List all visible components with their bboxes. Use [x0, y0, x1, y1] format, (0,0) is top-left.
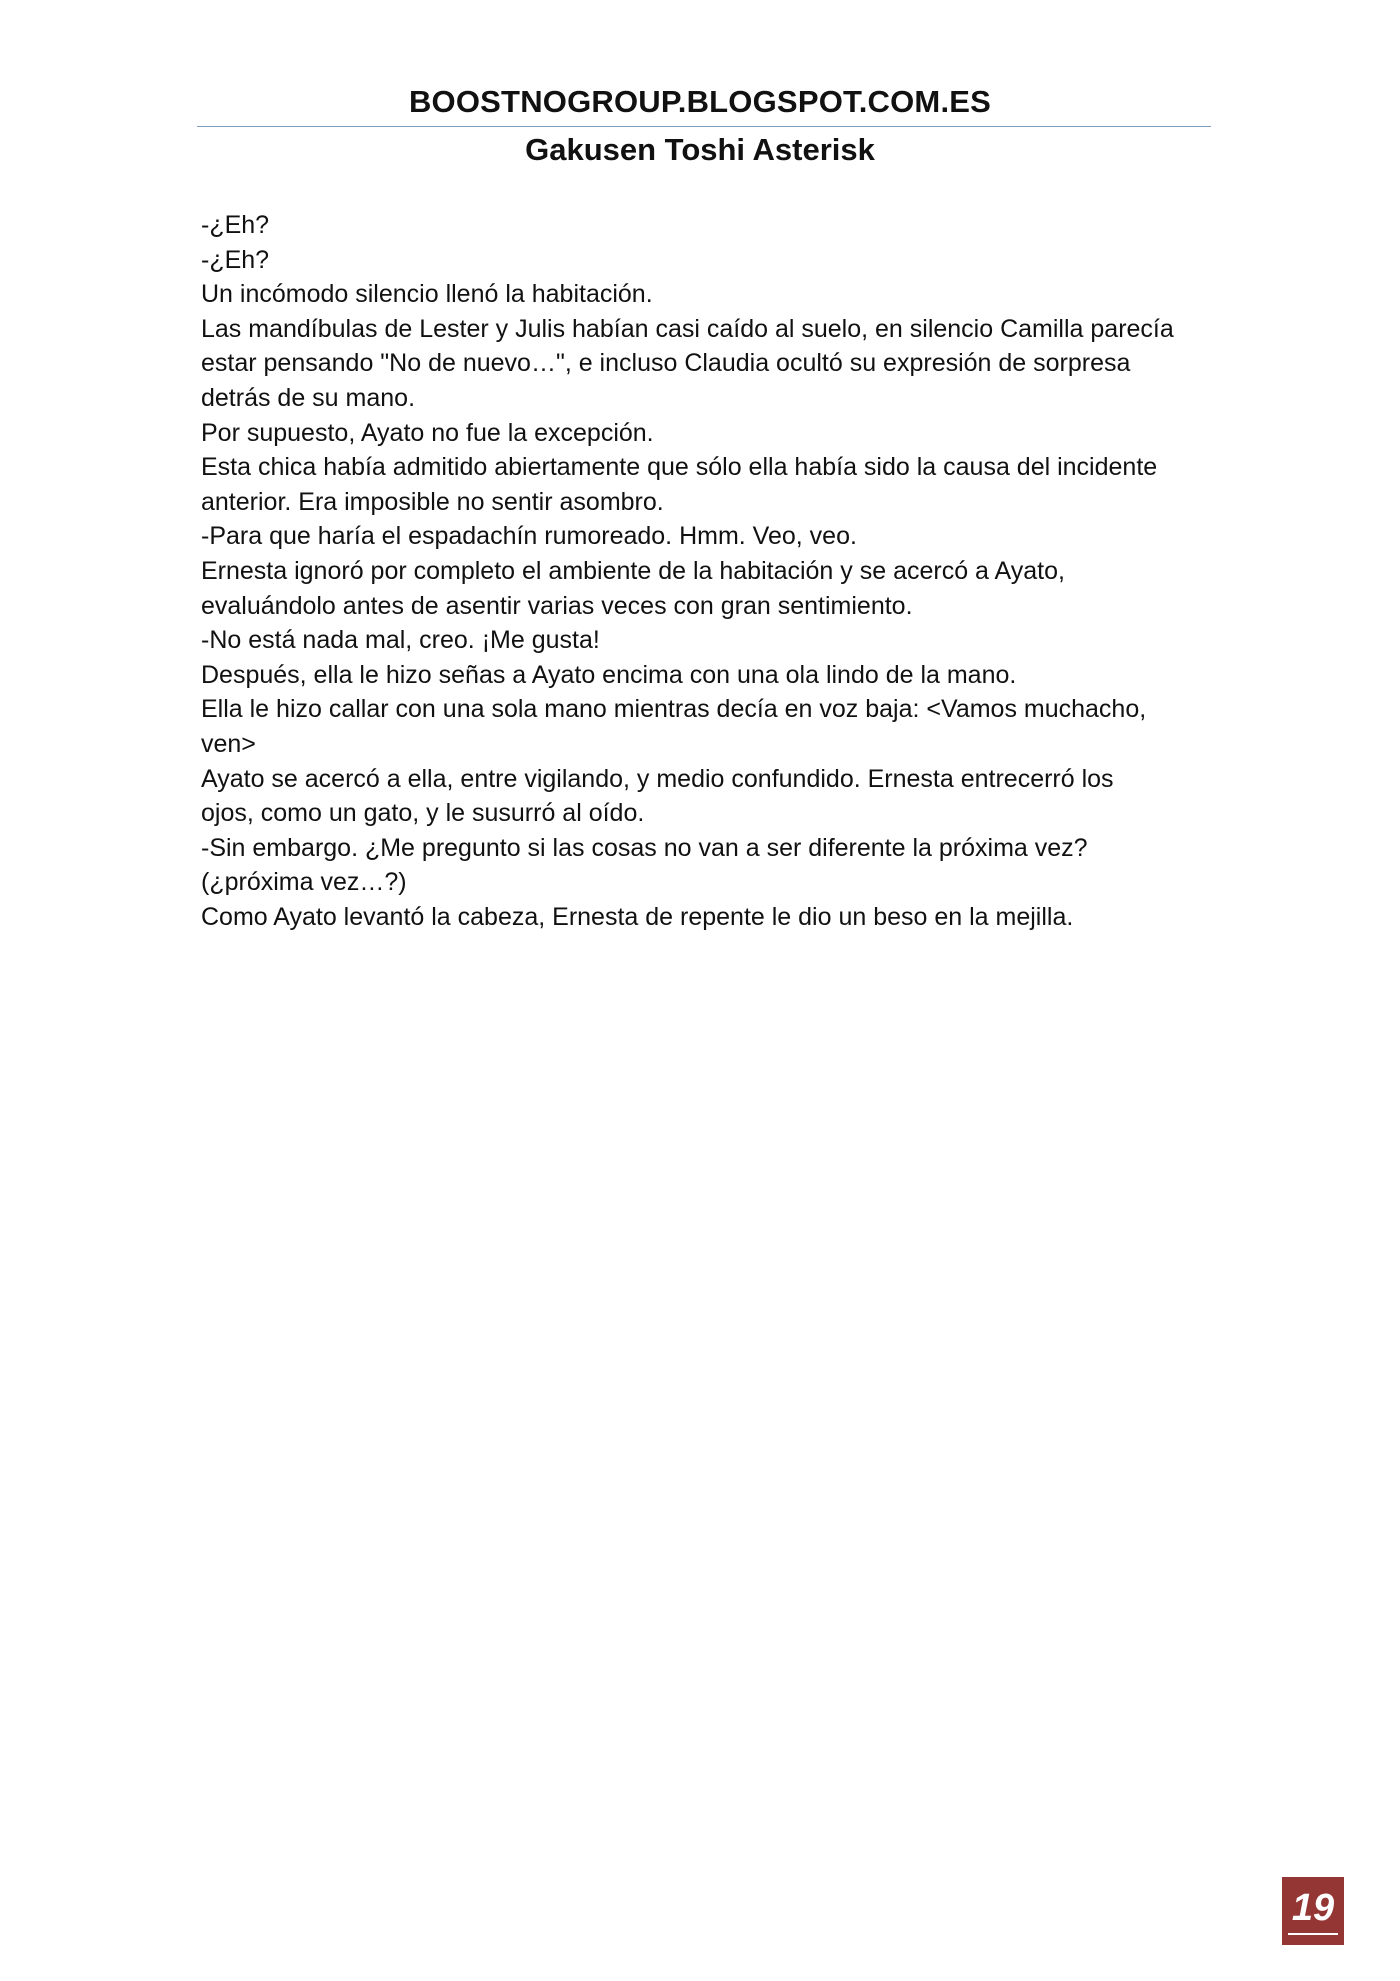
text-line: Como Ayato levantó la cabeza, Ernesta de repente le dio un beso en la mejilla. [201, 902, 1074, 931]
chapter-text [201, 208, 1211, 934]
site-title: BOOSTNOGROUP.BLOGSPOT.COM.ES [408, 84, 992, 119]
text-line: -¿Eh? [201, 211, 270, 239]
text-line: -Sin embargo. ¿Me pregunto si las cosas no van a ser diferente la próxima vez? [201, 833, 1088, 862]
text-line: ven> [201, 729, 256, 758]
text-line: Las mandíbulas de Lester y Julis habían casi caído al suelo, en silencio Camilla parecía [201, 314, 1174, 343]
text-line: estar pensando "No de nuevo…", e incluso Claudia ocultó su expresión de sorpresa [201, 349, 1131, 378]
text-line: Ayato se acercó a ella, entre vigilando, y medio confundido. Ernesta entrecerró los [201, 764, 1114, 793]
book-title: Gakusen Toshi Asterisk [525, 132, 875, 167]
text-line: (¿próxima vez…?) [201, 868, 407, 897]
text-line: anterior. Era imposible no sentir asombro. [201, 487, 664, 516]
header-divider [197, 126, 1211, 127]
page-number-underline [1288, 1933, 1338, 1935]
text-line: Ernesta ignoró por completo el ambiente de la habitación y se acercó a Ayato, [201, 556, 1065, 585]
text-line: ojos, como un gato, y le susurró al oído. [201, 799, 645, 828]
text-line: -No está nada mal, creo. ¡Me gusta! [201, 626, 600, 655]
page-number: 19 [1291, 1887, 1335, 1929]
text-line: Ella le hizo callar con una sola mano mientras decía en voz baja: <Vamos muchacho, [201, 695, 1147, 724]
text-line: -Para que haría el espadachín rumoreado. Hmm. Veo, veo. [201, 522, 857, 551]
text-line: detrás de su mano. [201, 383, 416, 412]
text-line: Después, ella le hizo señas a Ayato encima con una ola lindo de la mano. [201, 660, 1017, 689]
text-line: evaluándolo antes de asentir varias veces con gran sentimiento. [201, 591, 913, 620]
text-line: Esta chica había admitido abiertamente que sólo ella había sido la causa del incidente [201, 453, 1158, 482]
text-line: -¿Eh? [201, 245, 270, 274]
text-line: Un incómodo silencio llenó la habitación. [201, 280, 653, 309]
page-number-badge [1282, 1877, 1344, 1945]
text-line: Por supuesto, Ayato no fue la excepción. [201, 418, 654, 447]
